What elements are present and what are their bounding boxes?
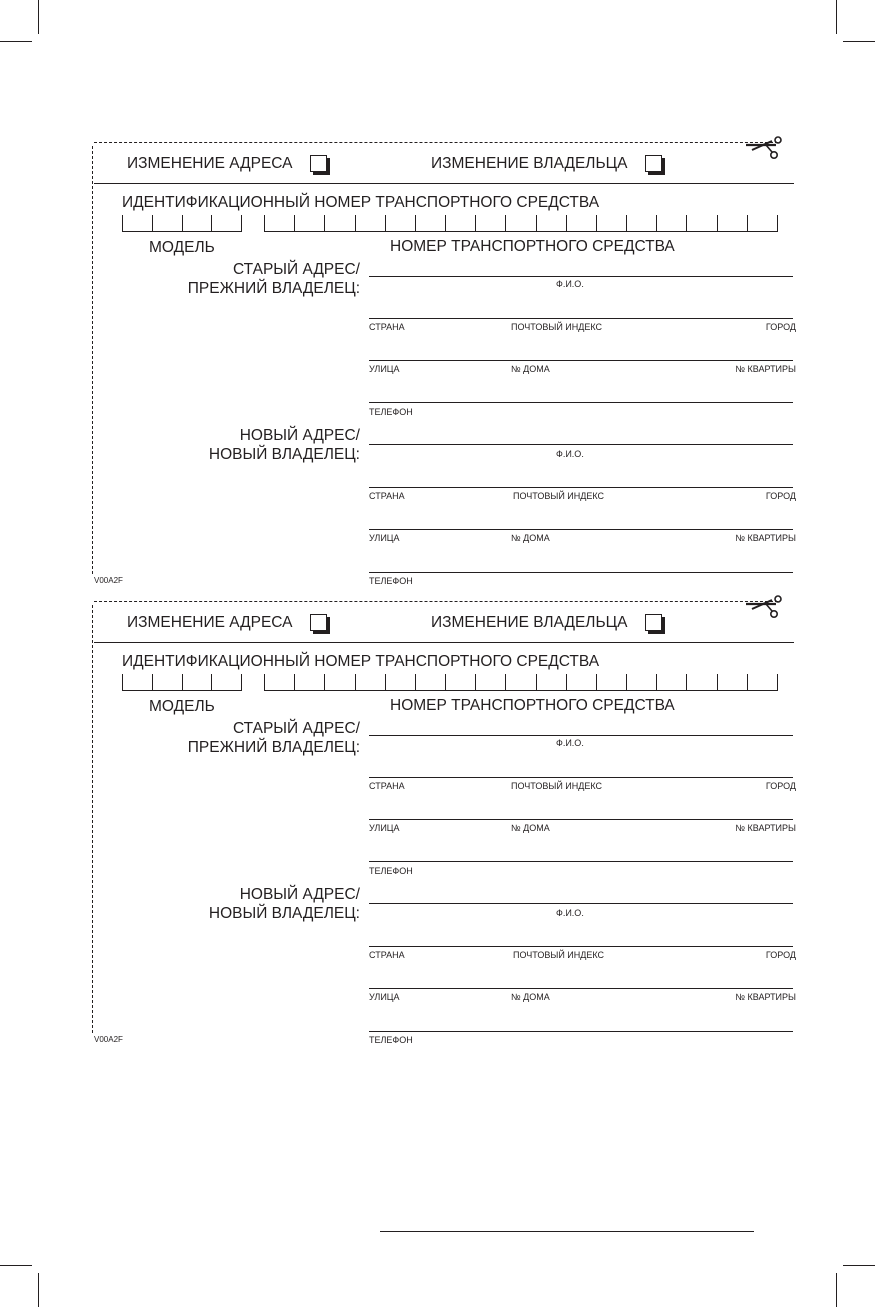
old-owner-label-line-1: СТАРЫЙ АДРЕС/	[232, 261, 360, 278]
new-street-line[interactable]	[369, 988, 793, 989]
change-address-checkbox[interactable]	[310, 614, 327, 631]
model-label: МОДЕЛЬ	[149, 698, 215, 715]
new-phone-caption: ТЕЛЕФОН	[369, 576, 413, 586]
old-country-line[interactable]	[369, 777, 793, 778]
vehicle-number-label: НОМЕР ТРАНСПОРТНОГО СРЕДСТВА	[390, 697, 675, 714]
old-apartment-caption: № КВАРТИРЫ	[735, 364, 796, 374]
scissors-icon	[746, 595, 782, 621]
old-street-caption: УЛИЦА	[369, 823, 400, 833]
old-street-caption: УЛИЦА	[369, 364, 400, 374]
change-address-checkbox[interactable]	[310, 155, 327, 172]
old-fio-caption: Ф.И.О.	[556, 279, 584, 289]
old-fio-line[interactable]	[369, 735, 793, 736]
vin-cells-group-2[interactable]	[264, 215, 778, 232]
crop-mark-top-left-vertical	[38, 0, 39, 34]
new-apartment-caption: № КВАРТИРЫ	[735, 533, 796, 543]
scissors-icon	[746, 136, 782, 162]
new-phone-line[interactable]	[369, 572, 793, 573]
old-fio-caption: Ф.И.О.	[556, 738, 584, 748]
change-address-label: ИЗМЕНЕНИЕ АДРЕСА	[127, 614, 293, 631]
old-country-caption: СТРАНА	[369, 781, 405, 791]
change-owner-checkbox[interactable]	[645, 614, 662, 631]
new-owner-label-line-2: НОВЫЙ ВЛАДЕЛЕЦ:	[208, 446, 360, 463]
new-country-caption: СТРАНА	[369, 950, 405, 960]
old-country-caption: СТРАНА	[369, 322, 405, 332]
old-city-caption: ГОРОД	[765, 781, 796, 791]
new-owner-label-line-2: НОВЫЙ ВЛАДЕЛЕЦ:	[208, 905, 360, 922]
new-country-line[interactable]	[369, 946, 793, 947]
new-phone-line[interactable]	[369, 1031, 793, 1032]
new-apartment-caption: № КВАРТИРЫ	[735, 992, 796, 1002]
crop-mark-top-right-vertical	[836, 0, 837, 34]
new-street-caption: УЛИЦА	[369, 992, 400, 1002]
old-postal-caption: ПОЧТОВЫЙ ИНДЕКС	[511, 322, 603, 332]
new-owner-label-line-1: НОВЫЙ АДРЕС/	[239, 427, 360, 444]
old-house-caption: № ДОМА	[511, 364, 550, 374]
old-country-line[interactable]	[369, 318, 793, 319]
old-phone-line[interactable]	[369, 402, 793, 403]
form-code: V00A2F	[94, 1035, 123, 1044]
crop-mark-bottom-right-vertical	[836, 1273, 837, 1307]
form-code: V00A2F	[94, 576, 123, 585]
new-city-caption: ГОРОД	[765, 950, 796, 960]
vin-cells-group-1[interactable]	[122, 215, 242, 232]
old-apartment-caption: № КВАРТИРЫ	[735, 823, 796, 833]
old-phone-caption: ТЕЛЕФОН	[369, 407, 413, 417]
new-postal-caption: ПОЧТОВЫЙ ИНДЕКС	[513, 950, 605, 960]
vin-title: ИДЕНТИФИКАЦИОННЫЙ НОМЕР ТРАНСПОРТНОГО СРЕДСТВА	[122, 653, 600, 670]
new-postal-caption: ПОЧТОВЫЙ ИНДЕКС	[513, 491, 605, 501]
left-cut-line	[92, 146, 93, 574]
old-phone-caption: ТЕЛЕФОН	[369, 866, 413, 876]
change-form	[0, 597, 875, 1055]
new-fio-line[interactable]	[369, 903, 793, 904]
footer-rule	[380, 1231, 754, 1232]
vin-cells-group-1[interactable]	[122, 674, 242, 691]
new-fio-line[interactable]	[369, 444, 793, 445]
new-country-line[interactable]	[369, 487, 793, 488]
header-rule	[94, 183, 794, 184]
header-rule	[94, 642, 794, 643]
old-fio-line[interactable]	[369, 276, 793, 277]
old-city-caption: ГОРОД	[765, 322, 796, 332]
new-owner-label-line-1: НОВЫЙ АДРЕС/	[239, 886, 360, 903]
cut-line	[94, 142, 778, 143]
old-street-line[interactable]	[369, 360, 793, 361]
change-address-label: ИЗМЕНЕНИЕ АДРЕСА	[127, 155, 293, 172]
new-city-caption: ГОРОД	[765, 491, 796, 501]
new-house-caption: № ДОМА	[511, 533, 550, 543]
old-postal-caption: ПОЧТОВЫЙ ИНДЕКС	[511, 781, 603, 791]
new-fio-caption: Ф.И.О.	[556, 908, 584, 918]
vehicle-number-label: НОМЕР ТРАНСПОРТНОГО СРЕДСТВА	[390, 238, 675, 255]
old-street-line[interactable]	[369, 819, 793, 820]
vin-title: ИДЕНТИФИКАЦИОННЫЙ НОМЕР ТРАНСПОРТНОГО СРЕДСТВА	[122, 194, 600, 211]
change-owner-checkbox[interactable]	[645, 155, 662, 172]
change-form	[0, 138, 875, 596]
crop-mark-bottom-left-vertical	[38, 1273, 39, 1307]
model-label: МОДЕЛЬ	[149, 239, 215, 256]
vin-cells-group-2[interactable]	[264, 674, 778, 691]
change-owner-label: ИЗМЕНЕНИЕ ВЛАДЕЛЬЦА	[431, 614, 628, 631]
cut-line	[94, 601, 778, 602]
new-street-caption: УЛИЦА	[369, 533, 400, 543]
crop-mark-bottom-left-horizontal	[0, 1265, 32, 1266]
new-fio-caption: Ф.И.О.	[556, 449, 584, 459]
old-owner-label-line-2: ПРЕЖНИЙ ВЛАДЕЛЕЦ:	[187, 739, 360, 756]
crop-mark-top-right-horizontal	[843, 41, 875, 42]
old-owner-label-line-1: СТАРЫЙ АДРЕС/	[232, 720, 360, 737]
left-cut-line	[92, 605, 93, 1033]
crop-mark-top-left-horizontal	[0, 41, 32, 42]
new-street-line[interactable]	[369, 529, 793, 530]
change-owner-label: ИЗМЕНЕНИЕ ВЛАДЕЛЬЦА	[431, 155, 628, 172]
new-country-caption: СТРАНА	[369, 491, 405, 501]
old-owner-label-line-2: ПРЕЖНИЙ ВЛАДЕЛЕЦ:	[187, 280, 360, 297]
crop-mark-bottom-right-horizontal	[843, 1265, 875, 1266]
old-house-caption: № ДОМА	[511, 823, 550, 833]
old-phone-line[interactable]	[369, 861, 793, 862]
new-phone-caption: ТЕЛЕФОН	[369, 1035, 413, 1045]
new-house-caption: № ДОМА	[511, 992, 550, 1002]
